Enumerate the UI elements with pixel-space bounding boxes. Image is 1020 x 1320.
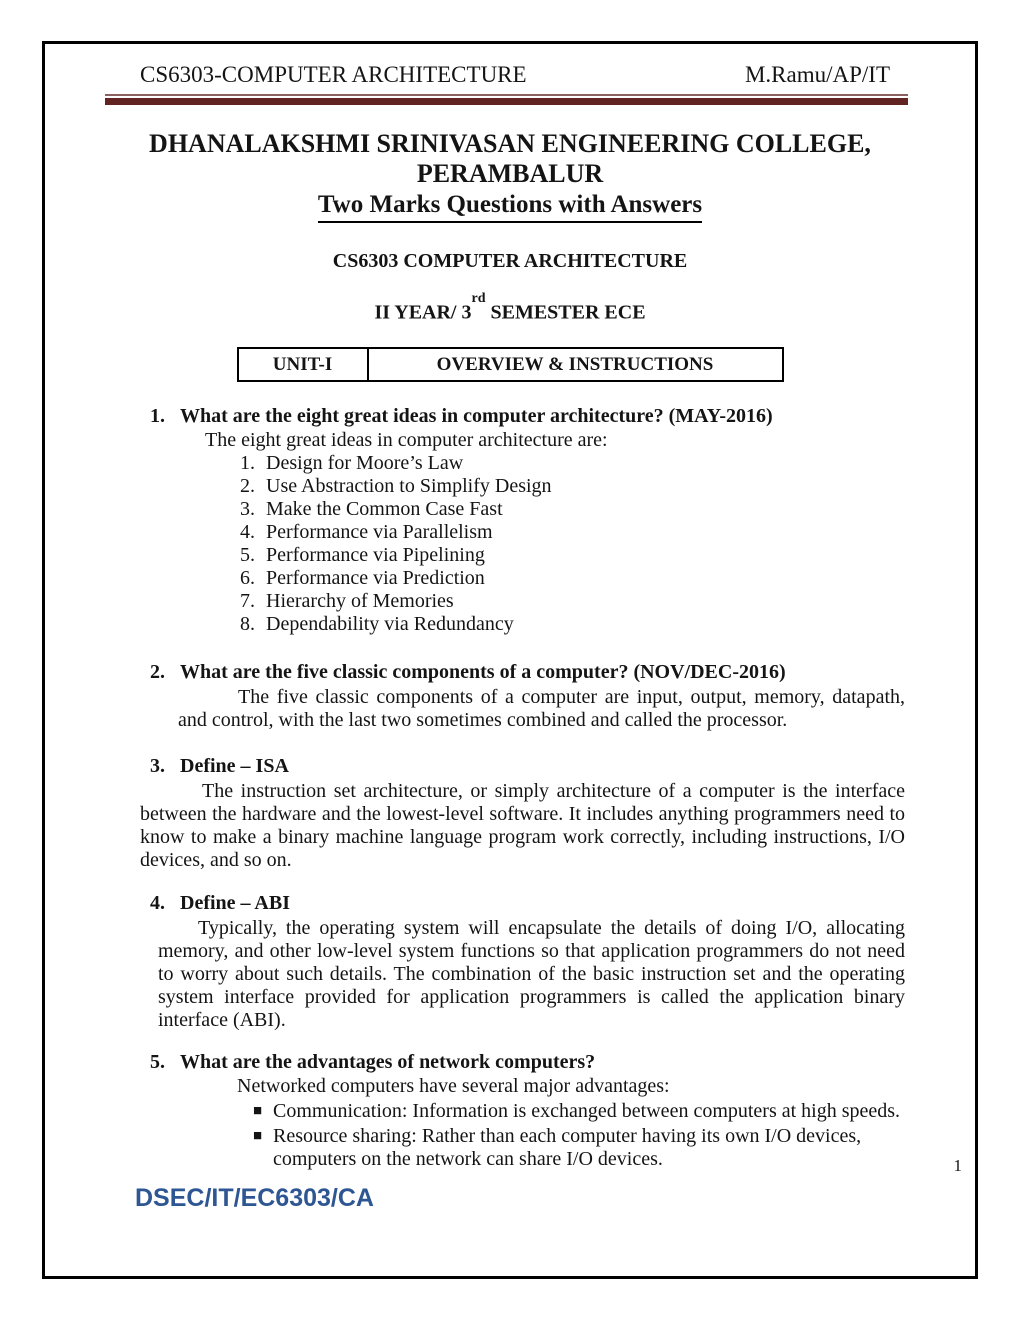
questions-section (45, 405, 975, 1171)
list-item-text: Use Abstraction to Simplify Design (266, 474, 552, 497)
list-item-number: 2. (240, 474, 255, 497)
list-item-number: 7. (240, 589, 255, 612)
question-title: Define – ISA (180, 754, 289, 777)
question-1 (140, 405, 905, 636)
page-header (105, 61, 908, 105)
list-item (240, 475, 905, 498)
list-item (240, 544, 905, 567)
question-5-heading (140, 1051, 905, 1074)
semester-heading: II YEAR/ 3rd SEMESTER ECE (374, 291, 646, 324)
list-item (240, 590, 905, 613)
question-1-answer-list (240, 452, 905, 636)
question-number: 3. (150, 754, 165, 777)
list-item-text: Performance via Pipelining (266, 543, 485, 566)
list-item-text: Performance via Prediction (266, 566, 485, 589)
list-item-number: 6. (240, 566, 255, 589)
college-name-line2: PERAMBALUR (416, 159, 604, 188)
unit-table-topic-cell: OVERVIEW & INSTRUCTIONS (367, 349, 782, 380)
question-2-answer: The five classic components of a computer are input, output, memory, datapath, and control, with the last two sometimes combined and called the processor. (178, 685, 905, 731)
question-1-heading (140, 405, 905, 428)
list-item-text: Dependability via Redundancy (266, 612, 514, 635)
list-item-number: 3. (240, 497, 255, 520)
question-2-heading (140, 661, 905, 684)
list-item (240, 613, 905, 636)
header-author: M.Ramu/AP/IT (744, 62, 890, 87)
ordinal-superscript: rd (471, 291, 486, 306)
list-item-text: Hierarchy of Memories (266, 589, 454, 612)
question-3-heading (140, 755, 905, 778)
footer-document-code: DSEC/IT/EC6303/CA (135, 1184, 374, 1212)
question-4-heading (140, 892, 905, 915)
question-5 (140, 1051, 905, 1171)
list-item (240, 452, 905, 475)
bullet-item (253, 1125, 905, 1171)
question-title: What are the eight great ideas in computer architecture? (MAY-2016) (180, 404, 773, 427)
question-title: What are the advantages of network computers? (180, 1050, 596, 1073)
course-heading: CS6303 COMPUTER ARCHITECTURE (332, 250, 688, 272)
list-item (240, 567, 905, 590)
header-course-code: CS6303-COMPUTER ARCHITECTURE (140, 62, 527, 87)
list-item-number: 5. (240, 543, 255, 566)
bullet-text: Resource sharing: Rather than each computer having its own I/O devices, computers on the network can share I/O devices. (273, 1124, 862, 1170)
list-item (240, 498, 905, 521)
question-number: 2. (150, 660, 165, 683)
document-type-title: Two Marks Questions with Answers (45, 189, 975, 223)
question-3 (140, 755, 905, 872)
square-bullet-icon: ■ (253, 1102, 263, 1119)
unit-table-unit-cell: UNIT-I (272, 353, 333, 375)
bullet-item (253, 1100, 905, 1123)
list-item-text: Performance via Parallelism (266, 520, 493, 543)
list-item (240, 521, 905, 544)
list-item-text: Design for Moore’s Law (266, 451, 464, 474)
header-rule-thin (105, 94, 908, 96)
question-number: 1. (150, 404, 165, 427)
header-rule-thick (105, 98, 908, 105)
question-5-answer-list (253, 1100, 905, 1171)
question-1-intro: The eight great ideas in computer architecture are: (205, 428, 608, 451)
question-3-answer: The instruction set architecture, or simply architecture of a computer is the interface between the hardware and the lowest-level software. It includes anything programmers need to know to make a binary machine language program work correctly, including instructions, I/O devices, and so on. (140, 779, 905, 871)
unit-table (237, 347, 784, 382)
question-number: 5. (150, 1050, 165, 1073)
list-item-number: 1. (240, 451, 255, 474)
college-title (45, 129, 975, 189)
list-item-number: 4. (240, 520, 255, 543)
question-4 (140, 892, 905, 1032)
question-title: Define – ABI (180, 891, 290, 914)
question-number: 4. (150, 891, 165, 914)
page-border (42, 41, 978, 1279)
question-title: What are the five classic components of a computer? (NOV/DEC-2016) (180, 660, 786, 683)
page-number: 1 (953, 1156, 962, 1175)
question-5-intro: Networked computers have several major advantages: (237, 1074, 670, 1097)
college-name-line1: DHANALAKSHMI SRINIVASAN ENGINEERING COLLEGE, (149, 129, 871, 158)
bullet-text: Communication: Information is exchanged between computers at high speeds. (273, 1099, 901, 1122)
list-item-text: Make the Common Case Fast (266, 497, 503, 520)
square-bullet-icon: ■ (253, 1127, 263, 1144)
list-item-number: 8. (240, 612, 255, 635)
question-2 (140, 661, 905, 732)
question-4-answer: Typically, the operating system will encapsulate the details of doing I/O, allocating memory, and other low-level system functions so that application programmers do not need to worry about such details. The combination of the basic instruction set and the operating system interface provided for application programmers is called the application binary interface (ABI). (158, 916, 905, 1031)
